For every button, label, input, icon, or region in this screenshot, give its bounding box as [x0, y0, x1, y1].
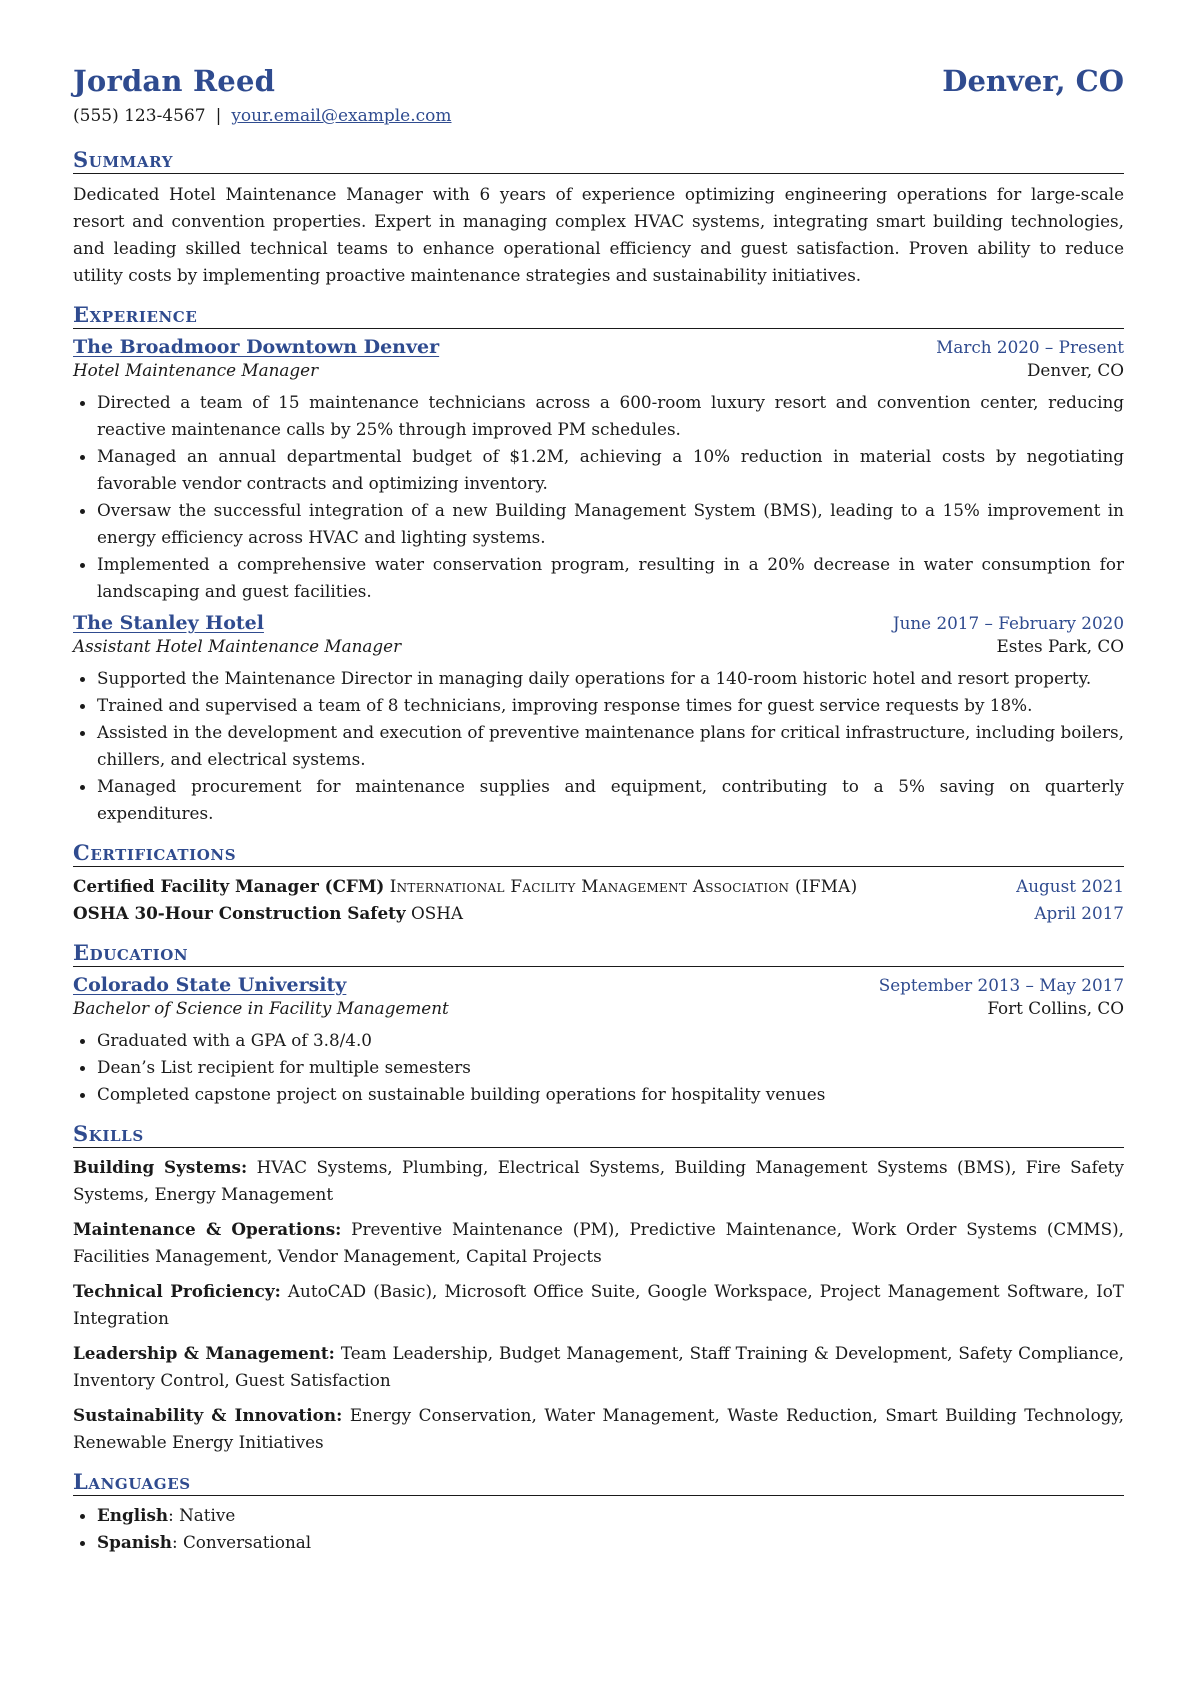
skill-group [73, 1278, 1124, 1332]
candidate-location: Denver, CO [942, 64, 1124, 98]
skill-group-items: Team Leadership, Budget Management, Staff Training & Development, Safety Compliance, Inventory Control, Guest Satisfaction [73, 1343, 1124, 1390]
contact-line [73, 106, 1124, 126]
list-item: • Trained and supervised a team of 8 technicians, improving response times for guest service requests by 18%. [97, 692, 1124, 719]
job-location: Estes Park, CO [996, 636, 1124, 656]
education-entry-subheader [73, 998, 1124, 1018]
skill-group-items: Preventive Maintenance (PM), Predictive Maintenance, Work Order Systems (CMMS), Facilities Management, Vendor Management, Capital Projects [73, 1219, 1124, 1266]
company-link[interactable]: The Broadmoor Downtown Denver [73, 336, 440, 358]
job-title: Hotel Maintenance Manager [73, 360, 319, 380]
list-item: • Assisted in the development and execution of preventive maintenance plans for critical infrastructure, including boilers, chillers, and electrical systems. [97, 719, 1124, 773]
education-dates: September 2013 – May 2017 [878, 975, 1124, 995]
list-item [97, 1502, 1124, 1529]
job-bullets [73, 665, 1124, 827]
certification-row [73, 873, 1124, 900]
school-link[interactable]: Colorado State University [73, 974, 347, 996]
skill-group-label: Technical Proficiency: [73, 1281, 281, 1301]
job-title: Assistant Hotel Maintenance Manager [73, 636, 402, 656]
list-item: • Supported the Maintenance Director in managing daily operations for a 140-room historic hotel and resort property. [97, 665, 1124, 692]
list-item: • Graduated with a GPA of 3.8/4.0 [97, 1027, 1124, 1054]
experience-entry-header [73, 336, 1124, 358]
certification-name: OSHA 30-Hour Construction Safety [73, 903, 406, 923]
degree: Bachelor of Science in Facility Management [73, 998, 449, 1018]
skill-group [73, 1340, 1124, 1394]
skill-group-items: Energy Conservation, Water Management, Waste Reduction, Smart Building Technology, Renewable Energy Initiatives [73, 1405, 1124, 1452]
job-dates: June 2017 – February 2020 [892, 613, 1124, 633]
list-item: • Completed capstone project on sustainable building operations for hospitality venues [97, 1081, 1124, 1108]
section-title-skills: Skills [73, 1122, 1124, 1148]
certification-text [73, 873, 857, 900]
section-title-summary: Summary [73, 148, 1124, 174]
section-title-experience: Experience [73, 303, 1124, 329]
education-bullets [73, 1027, 1124, 1108]
certification-text [73, 900, 463, 927]
list-item: • Directed a team of 15 maintenance technicians across a 600-room luxury resort and convention center, reducing reactive maintenance calls by 25% through improved PM schedules. [97, 389, 1124, 443]
skill-group-label: Building Systems: [73, 1157, 248, 1177]
language-level: : Native [168, 1505, 236, 1525]
certification-issuer: OSHA [411, 903, 464, 923]
certification-row [73, 900, 1124, 927]
company-link[interactable]: The Stanley Hotel [73, 612, 264, 634]
skill-group [73, 1402, 1124, 1456]
list-item [97, 1529, 1124, 1556]
section-title-certifications: Certifications [73, 841, 1124, 867]
experience-entry [73, 336, 1124, 605]
list-item: • Implemented a comprehensive water conservation program, resulting in a 20% decrease in water consumption for landscaping and guest facilities. [97, 551, 1124, 605]
job-location: Denver, CO [1026, 360, 1124, 380]
education-entry-header [73, 974, 1124, 996]
list-item: • Managed an annual departmental budget of $1.2M, achieving a 10% reduction in material costs by negotiating favorable vendor contracts and optimizing inventory. [97, 443, 1124, 497]
section-title-education: Education [73, 941, 1124, 967]
languages-list [73, 1502, 1124, 1556]
education-location: Fort Collins, CO [987, 998, 1124, 1018]
experience-entry [73, 612, 1124, 827]
experience-entry-subheader [73, 360, 1124, 380]
education-entry [73, 974, 1124, 1108]
section-title-languages: Languages [73, 1470, 1124, 1496]
skill-group-label: Maintenance & Operations: [73, 1219, 342, 1239]
phone-number: (555) 123-4567 [73, 106, 206, 126]
skill-group-label: Sustainability & Innovation: [73, 1405, 343, 1425]
summary-text: Dedicated Hotel Maintenance Manager with 6 years of experience optimizing engineering operations for large-scale resort and convention properties. Expert in managing complex HVAC systems, integrating smart building technologies, and leading skilled technical teams to enhance operational efficiency and guest satisfaction. Proven ability to reduce utility costs by implementing proactive maintenance strategies and sustainability initiatives. [73, 184, 1124, 285]
language-name: English [97, 1505, 169, 1525]
certification-issuer: International Facility Management Association (IFMA) [389, 876, 858, 896]
skill-group [73, 1154, 1124, 1208]
list-item: • Oversaw the successful integration of a new Building Management System (BMS), leading to a 15% improvement in energy efficiency across HVAC and lighting systems. [97, 497, 1124, 551]
skill-group-label: Leadership & Management: [73, 1343, 335, 1363]
language-name: Spanish [97, 1532, 172, 1552]
experience-entry-header [73, 612, 1124, 634]
language-level: : Conversational [171, 1532, 312, 1552]
email-link[interactable]: your.email@example.com [231, 106, 452, 126]
job-dates: March 2020 – Present [936, 337, 1124, 357]
skill-group [73, 1216, 1124, 1270]
experience-entry-subheader [73, 636, 1124, 656]
skill-group-items: HVAC Systems, Plumbing, Electrical Systems, Building Management Systems (BMS), Fire Safety Systems, Energy Management [73, 1157, 1124, 1204]
list-item: • Managed procurement for maintenance supplies and equipment, contributing to a 5% saving on quarterly expenditures. [97, 773, 1124, 827]
certification-date: August 2021 [1016, 876, 1124, 896]
job-bullets [73, 389, 1124, 605]
certification-date: April 2017 [1034, 903, 1124, 923]
candidate-name: Jordan Reed [73, 64, 276, 98]
certification-name: Certified Facility Manager (CFM) [73, 876, 385, 896]
certifications-list [73, 873, 1124, 927]
resume-header [73, 64, 1124, 98]
list-item: • Dean’s List recipient for multiple semesters [97, 1054, 1124, 1081]
skills-list [73, 1154, 1124, 1456]
skill-group-items: AutoCAD (Basic), Microsoft Office Suite, Google Workspace, Project Management Software, IoT Integration [73, 1281, 1124, 1328]
contact-separator: | [215, 106, 222, 126]
